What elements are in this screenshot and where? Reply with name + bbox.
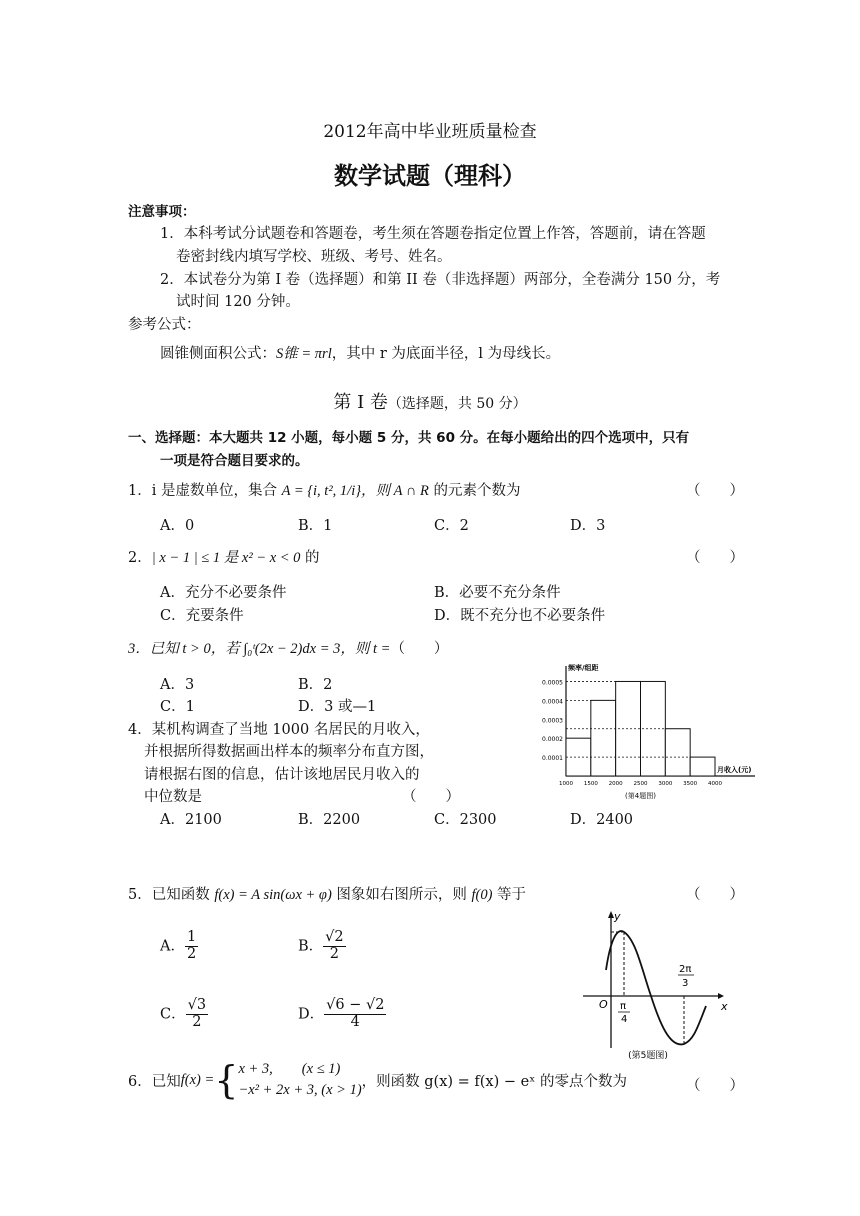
note-item-1-line-1: 1．本科考试分试题卷和答题卷，考生须在答题卷指定位置上作答，答题前，请在答题 (160, 226, 706, 242)
hist-y-tick-label: 0.0001 (542, 755, 563, 763)
q1-prefix: 1．i 是虚数单位，集合 (128, 483, 282, 499)
q5-mid: 图象如右图所示，则 (331, 887, 472, 903)
q5-option-d-num: √6 − √2 (326, 997, 385, 1013)
question-3 (128, 637, 448, 658)
q4-option-d: D．2400 (570, 812, 634, 828)
q1-option-b: B．1 (298, 518, 333, 534)
question-5 (128, 883, 526, 904)
q2-answer-paren: （ ） (686, 550, 744, 566)
graph-origin-label: O (599, 998, 608, 1011)
graph-tick2-den: 3 (682, 978, 689, 989)
hist-y-tick-label: 0.0005 (542, 679, 563, 687)
graph-x-label: x (721, 1000, 728, 1013)
q5-f0: f(0) (471, 887, 493, 903)
q2-option-b: B．必要不充分条件 (434, 585, 561, 601)
q4-line-1: 4．某机构调查了当地 1000 名居民的月收入， (128, 722, 430, 738)
q2-suffix: 的 (300, 550, 320, 566)
notes-heading: 注意事项： (128, 204, 196, 220)
hist-x-tick-label: 4000 (708, 781, 722, 787)
exam-title: 2012年高中毕业班质量检查 (323, 122, 537, 142)
q6-answer-paren: （ ） (686, 1078, 744, 1094)
q5-option-a (160, 930, 198, 963)
question-1 (128, 479, 520, 500)
q1-option-c: C．2 (434, 518, 469, 534)
q2-option-c: C．充要条件 (160, 608, 244, 624)
part1-title-main: 第 I 卷 (333, 392, 388, 413)
formula-suffix: ，其中 r 为底面半径，l 为母线长。 (331, 346, 561, 362)
q6-prefix: 6．已知 (128, 1073, 181, 1090)
q5-function: f(x) = A sin(ωx + φ) (214, 887, 332, 903)
q3-answer-paren: （ ） (390, 641, 449, 657)
formula-prefix: 圆锥侧面积公式： (160, 346, 276, 362)
q5-option-d-den: 4 (350, 1013, 360, 1030)
graph-caption: (第5题图) (628, 1051, 668, 1060)
q1-option-d: D．3 (570, 518, 606, 534)
q3-text: 3．已知 t > 0，若 ∫₀ᵗ(2x − 2)dx = 3，则 t = (128, 641, 391, 657)
income-histogram (530, 658, 780, 808)
note-item-2-line-1: 2．本试卷分为第 I 卷（选择题）和第 II 卷（非选择题）两部分，全卷满分 150 分，考 (160, 272, 721, 288)
graph-x-arrow (718, 993, 724, 999)
note-item-2-line-2: 试时间 120 分钟。 (176, 294, 300, 310)
q5-option-a-den: 2 (186, 945, 197, 962)
hist-bar (641, 681, 666, 776)
q4-option-b: B．2200 (298, 812, 361, 828)
q6-brace: { (214, 1058, 239, 1103)
sine-graph (578, 908, 728, 1060)
part1-title-note: （选择题，共 50 分） (387, 396, 527, 412)
q4-line-3: 请根据右图的信息，估计该地居民月收入的 (144, 767, 420, 783)
hist-x-tick-label: 1000 (559, 781, 573, 787)
q5-option-d (298, 998, 386, 1031)
q5-option-c-den: 2 (192, 1013, 202, 1030)
q4-option-c: C．2300 (434, 812, 497, 828)
q6-fx: f(x) = (180, 1071, 215, 1088)
hist-x-tick-label: 2000 (608, 781, 623, 787)
note-item-1-line-2: 卷密封线内填写学校、班级、考号、姓名。 (176, 249, 452, 265)
hist-bar (591, 700, 616, 776)
q5-option-b-label: B． (298, 938, 324, 955)
q3-option-d: D．3 或—1 (298, 699, 377, 715)
graph-tick2-num: 2π (679, 964, 692, 975)
hist-x-tick-label: 2500 (633, 781, 648, 787)
q4-line-4: 中位数是 (144, 789, 202, 805)
q5-option-c-label: C． (160, 1006, 186, 1023)
hist-x-tick-label: 3000 (658, 781, 673, 787)
q4-line-2: 并根据所得数据画出样本的频率分布直方图， (144, 744, 434, 760)
section-instructions-line-1: 一、选择题：本大题共 12 小题，每小题 5 分，共 60 分。在每小题给出的四个选项中，只有 (128, 430, 690, 446)
q4-option-a: A．2100 (160, 812, 222, 828)
q5-option-b-num: √2 (325, 929, 344, 945)
q2-option-d: D．既不充分也不必要条件 (434, 608, 606, 624)
q5-prefix: 5．已知函数 (128, 887, 215, 903)
q1-answer-paren: （ ） (686, 483, 744, 499)
q5-option-a-num: 1 (186, 929, 197, 945)
hist-bar (665, 729, 690, 776)
graph-curve (606, 931, 706, 1044)
graph-tick1-num: π (620, 1001, 627, 1012)
q1-set: A = {i, t², 1/i} (281, 483, 362, 499)
q5-option-c (160, 998, 208, 1031)
part1-title (0, 388, 860, 414)
q5-option-a-label: A． (160, 938, 185, 955)
question-6 (128, 1059, 627, 1101)
hist-caption: (第4题图) (625, 792, 656, 800)
q2-expr: | x − 1 | ≤ 1 是 x² − x < 0 (151, 550, 301, 566)
graph-tick1-den: 4 (621, 1014, 628, 1025)
q3-option-c: C．1 (160, 699, 195, 715)
hist-y-tick-label: 0.0004 (542, 698, 563, 706)
hist-y-label: 频率/组距 (568, 664, 599, 672)
q5-option-d-label: D． (298, 1006, 325, 1023)
subject-title: 数学试题（理科） (334, 161, 526, 190)
section-instructions-line-2: 一项是符合题目要求的。 (160, 453, 309, 469)
hist-y-tick-label: 0.0002 (542, 736, 563, 744)
hist-x-tick-label: 1500 (583, 781, 598, 787)
q1-then: ，则 A ∩ R (361, 483, 429, 499)
q3-option-b: B．2 (298, 677, 333, 693)
hist-x-tick-label: 3500 (683, 781, 698, 787)
q5-option-c-num: √3 (187, 997, 207, 1013)
q2-option-a: A．充分不必要条件 (160, 585, 287, 601)
q4-answer-paren: （ ） (402, 789, 460, 805)
q6-cases (238, 1059, 361, 1101)
q3-option-a: A．3 (160, 677, 195, 693)
graph-y-label: y (614, 910, 621, 923)
q6-case-1: x + 3, (x ≤ 1) (238, 1061, 341, 1077)
q5-option-b (298, 930, 346, 963)
q5-option-b-den: 2 (329, 945, 339, 962)
hist-bar (690, 757, 715, 776)
q1-option-a: A．0 (160, 518, 195, 534)
cone-formula-line (160, 342, 560, 363)
histogram-bars (566, 681, 715, 776)
q6-suffix: ，则函数 g(x) = f(x) − eˣ 的零点个数为 (361, 1073, 627, 1090)
reference-heading: 参考公式： (128, 317, 201, 333)
hist-y-tick-label: 0.0003 (542, 717, 563, 725)
cone-formula: S锥 = πrl (276, 346, 332, 362)
q5-answer-paren: （ ） (686, 887, 744, 903)
question-2: 2．| x − 1 | ≤ 1 是 x² − x < 0 的 (128, 550, 320, 566)
hist-x-label: 月收入(元) (717, 766, 752, 774)
q1-suffix: 的元素个数为 (428, 483, 521, 499)
q5-suffix: 等于 (492, 887, 527, 903)
q6-case-2: −x² + 2x + 3, (x > 1) (238, 1082, 362, 1099)
